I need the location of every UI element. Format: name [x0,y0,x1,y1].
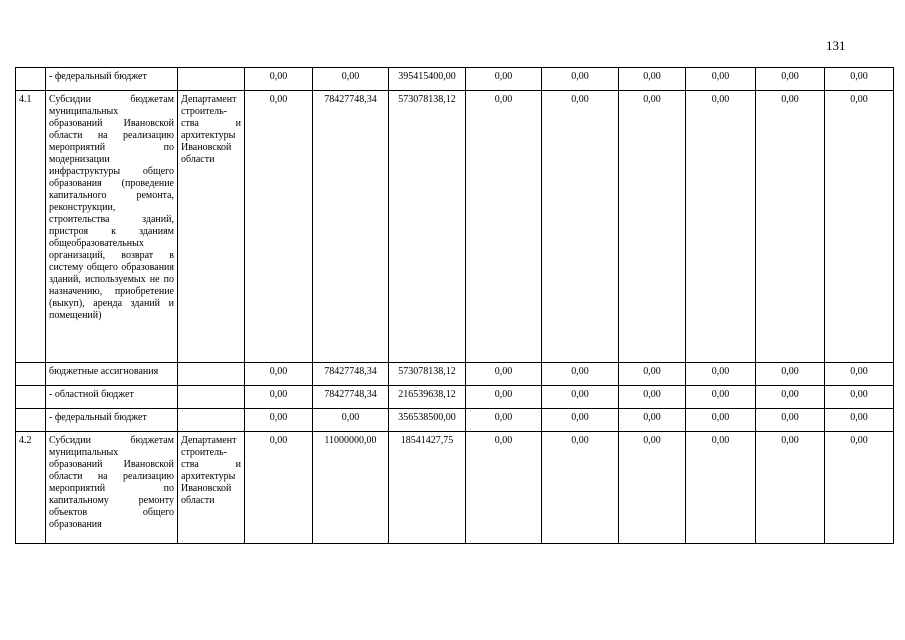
table-row [16,68,894,91]
value-cell: 0,00 [313,409,389,432]
value-cell: 78427748,34 [313,91,389,363]
value-cell: 78427748,34 [313,386,389,409]
value-cell: 573078138,12 [389,91,466,363]
row-index [16,409,46,432]
value-cell: 0,00 [686,68,756,91]
value-cell: 0,00 [466,68,542,91]
row-index [16,363,46,386]
value-cell: 0,00 [466,363,542,386]
row-executor: Департамент строитель-ства и архитектуры Ивановской области [178,432,245,544]
value-cell: 0,00 [756,68,825,91]
value-cell: 0,00 [466,386,542,409]
value-cell: 0,00 [245,386,313,409]
value-cell: 0,00 [825,409,894,432]
row-index: 4.1 [16,91,46,363]
row-description: - федеральный бюджет [46,68,178,91]
row-description: Субсидии бюджетам муниципальных образований Ивановской области на реализацию мероприятий по капитальному ремонту объектов общего образования [46,432,178,544]
row-index: 4.2 [16,432,46,544]
value-cell: 0,00 [466,409,542,432]
value-cell: 0,00 [466,432,542,544]
value-cell: 0,00 [245,363,313,386]
value-cell: 0,00 [466,91,542,363]
row-executor [178,386,245,409]
value-cell: 0,00 [686,409,756,432]
value-cell: 395415400,00 [389,68,466,91]
value-cell: 0,00 [619,432,686,544]
value-cell: 0,00 [245,91,313,363]
value-cell: 0,00 [825,432,894,544]
value-cell: 0,00 [825,386,894,409]
value-cell: 0,00 [542,409,619,432]
value-cell: 0,00 [756,91,825,363]
value-cell: 216539638,12 [389,386,466,409]
table-row [16,91,894,363]
row-description: бюджетные ассигнования [46,363,178,386]
value-cell: 0,00 [619,409,686,432]
table-row [16,386,894,409]
row-description: Субсидии бюджетам муниципальных образований Ивановской области на реализацию мероприятий по модернизации инфраструктуры общего образования (проведение капитального ремонта, реконструкции, строительства зданий, пристроя к зданиям общеобразовательных организаций, возврат в систему общего образования зданий, используемых не по назначению, приобретение (выкуп), аренда зданий и помещений) [46,91,178,363]
value-cell: 0,00 [619,386,686,409]
row-index [16,386,46,409]
value-cell: 0,00 [619,363,686,386]
value-cell: 0,00 [756,386,825,409]
value-cell: 0,00 [756,363,825,386]
row-executor [178,363,245,386]
value-cell: 0,00 [245,68,313,91]
row-index [16,68,46,91]
row-executor [178,409,245,432]
value-cell: 0,00 [542,363,619,386]
value-cell: 18541427,75 [389,432,466,544]
value-cell: 356538500,00 [389,409,466,432]
value-cell: 0,00 [245,409,313,432]
value-cell: 0,00 [542,91,619,363]
value-cell: 0,00 [245,432,313,544]
value-cell: 0,00 [619,91,686,363]
table-row [16,363,894,386]
value-cell: 0,00 [313,68,389,91]
value-cell: 0,00 [619,68,686,91]
value-cell: 11000000,00 [313,432,389,544]
budget-table [15,67,894,544]
value-cell: 573078138,12 [389,363,466,386]
value-cell: 78427748,34 [313,363,389,386]
value-cell: 0,00 [542,386,619,409]
value-cell: 0,00 [686,363,756,386]
value-cell: 0,00 [686,386,756,409]
value-cell: 0,00 [542,68,619,91]
value-cell: 0,00 [756,432,825,544]
value-cell: 0,00 [756,409,825,432]
row-description: - федеральный бюджет [46,409,178,432]
value-cell: 0,00 [825,363,894,386]
value-cell: 0,00 [542,432,619,544]
value-cell: 0,00 [686,91,756,363]
value-cell: 0,00 [686,432,756,544]
row-executor: Департамент строитель-ства и архитектуры Ивановской области [178,91,245,363]
table-row [16,409,894,432]
value-cell: 0,00 [825,91,894,363]
row-description: - областной бюджет [46,386,178,409]
value-cell: 0,00 [825,68,894,91]
table-row [16,432,894,544]
page-number: 131 [826,38,846,53]
row-executor [178,68,245,91]
